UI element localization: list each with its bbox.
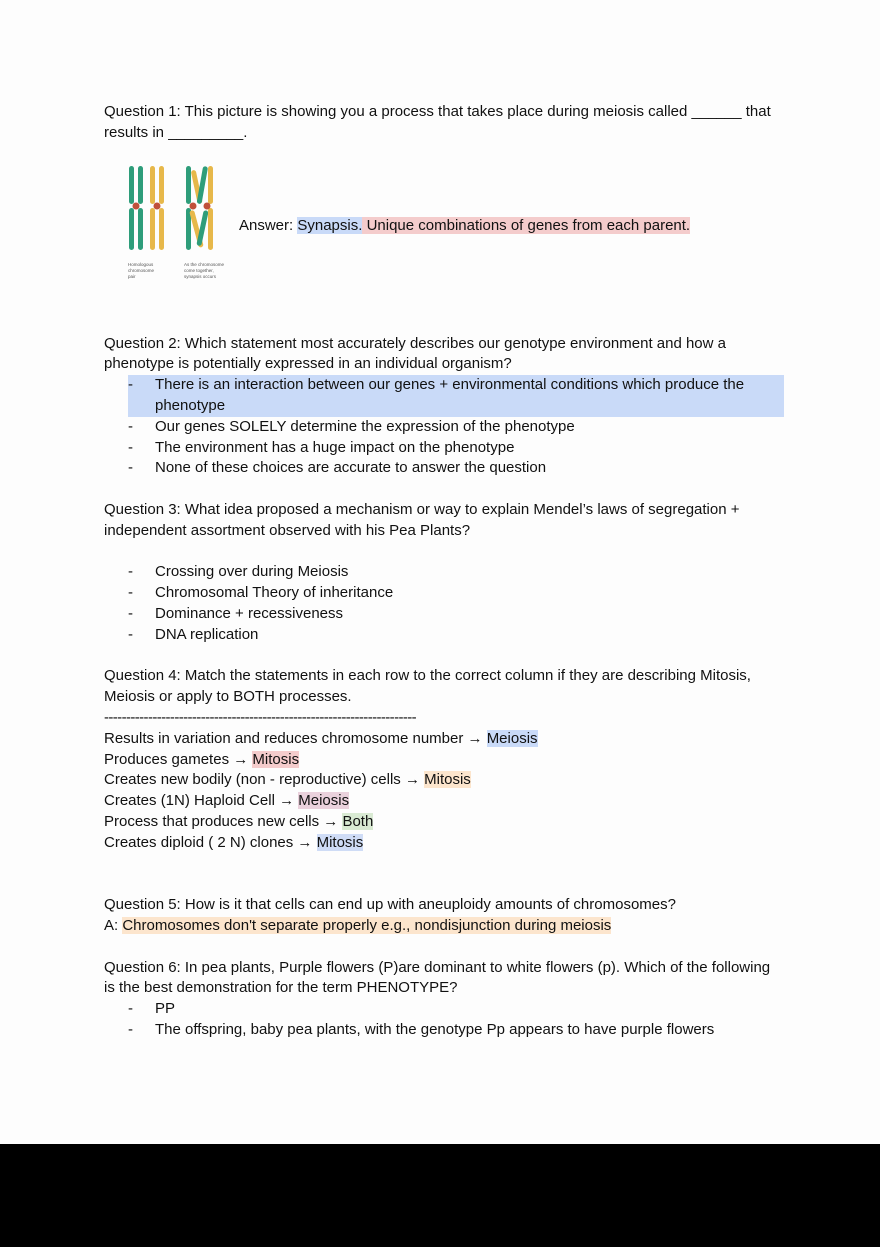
match-statement: Creates (1N) Haploid Cell →: [104, 792, 299, 810]
question-1: [104, 102, 784, 334]
choice-label: The environment has a huge impact on the phenotype: [155, 438, 515, 456]
choice-item: [104, 1020, 784, 1041]
match-statement: Creates diploid ( 2 N) clones →: [104, 833, 317, 851]
question-1-answer: [239, 216, 690, 237]
choice-item: [104, 458, 784, 479]
match-statement: Results in variation and reduces chromosome number →: [104, 729, 487, 747]
choice-item-highlighted: [128, 375, 784, 417]
choice-label: The offspring, baby pea plants, with the genotype Pp appears to have purple flowers: [155, 1020, 715, 1038]
question-6-choices: [104, 999, 784, 1041]
bullet-dash: -: [128, 563, 133, 581]
answer-label: A:: [104, 916, 123, 934]
bullet-dash: -: [128, 625, 133, 643]
question-2-choices: [104, 375, 784, 479]
svg-text:chromosome: chromosome: [128, 267, 155, 273]
match-answer: Mitosis: [252, 750, 300, 768]
choice-item: [104, 625, 784, 646]
chromosome-diagram-icon: [124, 164, 224, 289]
divider: -----------------------------------------------------------------------: [104, 708, 417, 726]
question-4-prompt: Question 4: Match the statements in each row to the correct column if they are describing Mitosis, Meiosis or apply to BOTH processes.: [104, 667, 751, 706]
choice-item: [104, 562, 784, 583]
choice-item: [104, 583, 784, 604]
match-row: [104, 812, 784, 833]
question-3-prompt: Question 3: What idea proposed a mechanism or way to explain Mendel’s laws of segregation + independent assortment observed with his Pea Plants?: [104, 500, 740, 539]
question-5-answer: [104, 916, 784, 937]
choice-label: Our genes SOLELY determine the expression of the phenotype: [155, 417, 575, 435]
match-row: [104, 833, 784, 854]
answer-label: Answer:: [239, 216, 298, 234]
figure-right-caption: As the chromosomes: [184, 261, 224, 267]
answer-text: Chromosomes don't separate properly e.g., nondisjunction during meiosis: [122, 916, 612, 934]
match-row: [104, 791, 784, 812]
question-5: [104, 895, 784, 937]
match-answer: Mitosis: [424, 771, 471, 789]
bullet-dash: -: [128, 459, 133, 477]
bullet-dash: -: [128, 417, 133, 435]
choice-label: PP: [155, 1000, 176, 1018]
match-answer: Mitosis: [316, 833, 364, 851]
choice-label: None of these choices are accurate to answer the question: [155, 459, 547, 477]
question-3: [104, 500, 784, 646]
question-2-prompt: Question 2: Which statement most accurately describes our genotype environment and how a phenotype is potentially expressed in an individual organism?: [104, 334, 726, 373]
choice-label: There is an interaction between our genes + environmental conditions which produce the phenotype: [155, 376, 745, 414]
bullet-dash: -: [128, 604, 133, 622]
choice-label: Chromosomal Theory of inheritance: [155, 584, 394, 602]
svg-text:pair: pair: [128, 273, 136, 279]
choice-item: [104, 999, 784, 1020]
question-2: [104, 334, 784, 480]
choice-label: DNA replication: [155, 625, 259, 643]
question-5-prompt: Question 5: How is it that cells can end up with aneuploidy amounts of chromosomes?: [104, 896, 676, 914]
blank-lines: [104, 854, 784, 896]
svg-text:come together,: come together,: [184, 267, 214, 273]
choice-label: Crossing over during Meiosis: [155, 563, 349, 581]
bullet-dash: -: [128, 1000, 133, 1018]
question-6-prompt: Question 6: In pea plants, Purple flowers (P)are dominant to white flowers (p). Which of the following is the best demonstration for the term PHENOTYPE?: [104, 958, 771, 997]
match-statement: Creates new bodily (non - reproductive) cells →: [104, 771, 425, 789]
match-statement: Produces gametes →: [104, 750, 253, 768]
match-statement: Process that produces new cells →: [104, 812, 343, 830]
svg-text:synapsis occurs: synapsis occurs: [184, 273, 217, 279]
document-content: [104, 102, 784, 1041]
answer-unique-combinations: Unique combinations of genes from each parent.: [362, 216, 691, 234]
match-answer: Meiosis: [298, 792, 350, 810]
figure-left-caption: Homologous: [128, 261, 154, 267]
question-3-choices: [104, 562, 784, 645]
choice-label: Dominance + recessiveness: [155, 604, 344, 622]
bullet-dash: -: [128, 376, 133, 394]
question-6: [104, 958, 784, 1041]
match-row: [104, 729, 784, 750]
question-1-answer-row: [104, 164, 784, 334]
blank-line: [104, 542, 784, 563]
question-4: [104, 666, 784, 895]
match-answer: Both: [342, 812, 374, 830]
bullet-dash: -: [128, 584, 133, 602]
choice-item: [104, 604, 784, 625]
match-row: [104, 770, 784, 791]
answer-synapsis: Synapsis.: [297, 216, 363, 234]
chromosome-synapsis-figure: [124, 164, 224, 289]
bullet-dash: -: [128, 1020, 133, 1038]
match-row: [104, 750, 784, 771]
bullet-dash: -: [128, 438, 133, 456]
choice-item: [104, 438, 784, 459]
question-1-prompt: Question 1: This picture is showing you a process that takes place during meiosis called ______ that results in _________.: [104, 103, 771, 141]
choice-item: [104, 417, 784, 438]
match-answer: Meiosis: [486, 729, 538, 747]
